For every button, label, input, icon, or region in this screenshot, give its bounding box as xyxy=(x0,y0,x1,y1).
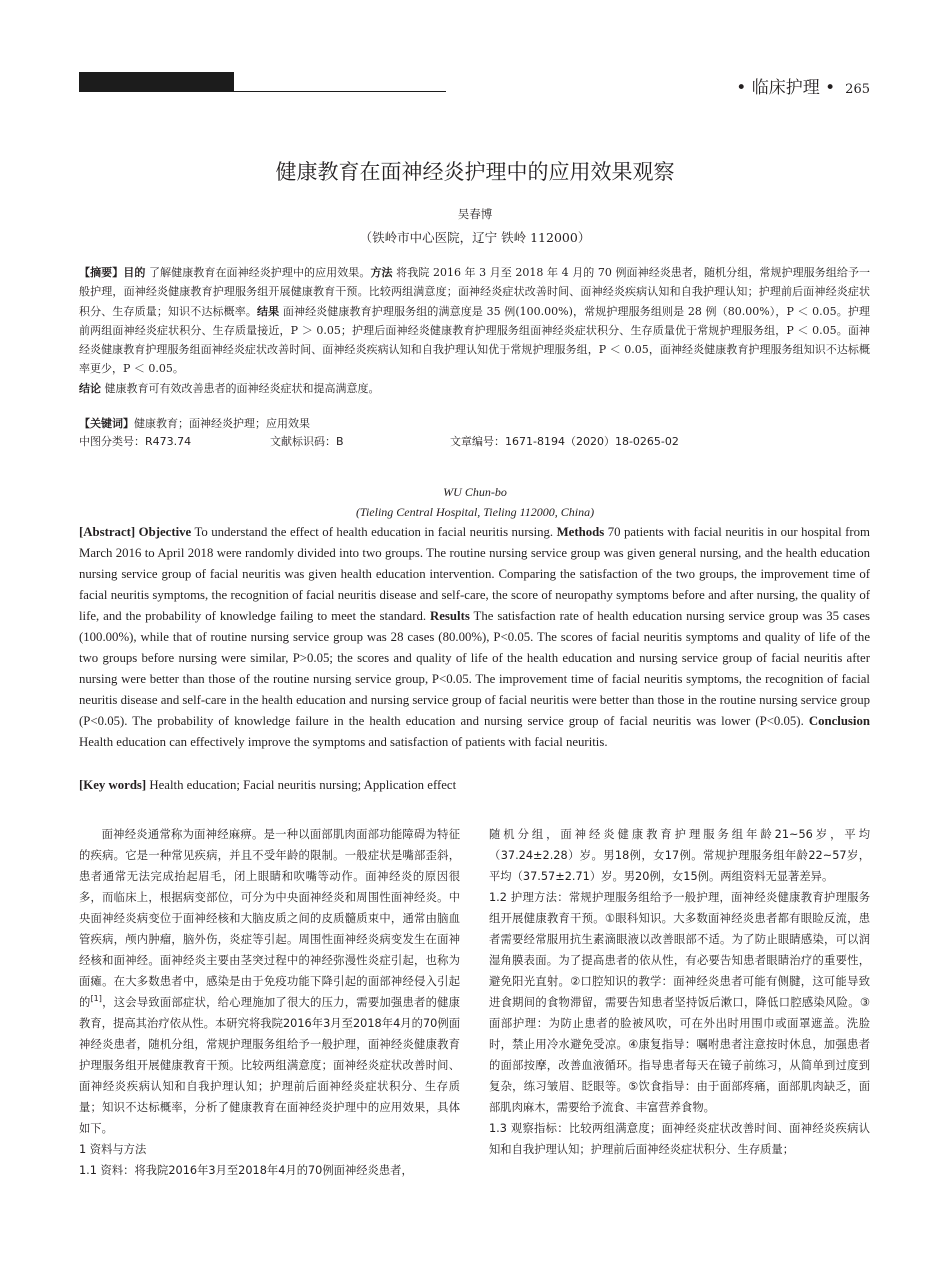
english-keywords xyxy=(79,775,870,795)
page-number: 265 xyxy=(845,82,870,97)
en-keywords-label: [Key words] xyxy=(79,778,147,792)
body-left-column xyxy=(79,824,460,1181)
body-right-column xyxy=(489,824,870,1160)
intro-text-a: 面神经炎通常称为面神经麻痹。是一种以面部肌肉面部功能障碍为特征的疾病。它是一种常见疾病，并且不受年龄的限制。一般症状是嘴部歪斜，患者通常无法完成抬起眉毛，闭上眼睛和吹嘴等动作。面神经炎的原因很多，而临床上，根据病变部位，可分为中央面神经炎和周围性面神经炎。中央面神经炎病变位于面神经核和大脑皮质之间的皮质髓质束中，通常由脑血管疾病，颅内肿瘤，脑外伤，炎症等引起。周围性面神经炎病变发生在面神经核和面神经。面神经炎主要由茎突过程中的神经弥漫性炎症引起，也称为面瘫。在大多数患者中，感染是由于免疫功能下降引起的面部神经侵入引起的 xyxy=(79,828,460,1009)
abstract-label: 【摘要】 xyxy=(79,266,124,279)
chinese-keywords xyxy=(79,414,870,433)
english-abstract xyxy=(79,522,870,753)
en-keywords-text: Health education; Facial neuritis nursing; Application effect xyxy=(146,778,457,792)
conclusion-text: 健康教育可有效改善患者的面神经炎症状和提高满意度。 xyxy=(101,381,380,395)
en-conclusion-text: Health education can effectively improve the symptoms and satisfaction of patients with facial neuritis. xyxy=(79,735,608,749)
methods-label: 方法 xyxy=(370,266,393,279)
english-affiliation: (Tieling Central Hospital, Tieling 112000, China) xyxy=(355,505,595,519)
en-abstract-label: [Abstract] xyxy=(79,525,136,539)
section-label: • 临床护理 • xyxy=(736,78,836,98)
document-code: 文献标识码：B xyxy=(270,435,344,448)
conclusion-label: 结论 xyxy=(79,381,101,395)
reference-marker: [1] xyxy=(90,994,102,1004)
author: 吴春博 xyxy=(457,207,493,221)
intro-text-b: ，这会导致面部症状，给心理施加了很大的压力，需要加强患者的健康教育，提高其治疗依从性。本研究将我院2016年3月至2018年4月的70例面神经炎患者，随机分组，常规护理服务组给予一般护理，面神经炎健康教育护理服务组开展健康教育干预。比较两组满意度；面神经炎症状改善时间、面神经炎疾病认知和自我护理认知；护理前后面神经炎症状积分、生存质量；知识不达标概率，分析了健康教育在面神经炎护理中的应用效果，具体如下。 xyxy=(79,996,460,1135)
section-heading: 1 资料与方法 xyxy=(79,1143,147,1156)
article-title: 健康教育在面神经炎护理中的应用效果观察 xyxy=(275,160,675,184)
objective-text: 了解健康教育在面神经炎护理中的应用效果。 xyxy=(145,266,371,279)
objective-label: 目的 xyxy=(123,266,146,279)
results-text: 面神经炎健康教育护理服务组的满意度是 35 例(100.00%)，常规护理服务组则是 28 例（80.00%），P ＜ 0.05。护理前两组面神经炎症状积分、生存质量接近，P ＞ 0.05；护理后面神经炎健康教育护理服务组面神经炎症状积分、生存质量优于常规护理服务组，P ＜ 0.05。面神经炎健康教育护理服务组面神经炎症状改善时间、面神经炎疾病认知和自我护理认知优于常规护理服务组，P ＜ 0.05，面神经炎健康教育护理服务组知识不达标概率更少，P ＜ 0.05。 xyxy=(79,304,871,376)
header-black-bar xyxy=(79,72,234,92)
materials-paragraph: 1.1 资料：将我院2016年3月至2018年4月的70例面神经炎患者， xyxy=(79,1164,413,1177)
keywords-text: 健康教育；面神经炎护理；应用效果 xyxy=(134,417,310,430)
en-results-text: The satisfaction rate of health education nursing service group was 35 cases (100.00%), while that of routine nursing service group was 28 cases (80.00%), P<0.05. The scores of facial neuritis symptoms and quality of life of the two groups before nursing were similar, P>0.05; the scores and quality of life of the health education and nursing service group of facial neuritis after nursing were better than those of the routine nursing service group, P<0.05. The improvement time of facial neuritis symptoms, the recognition of facial neuritis disease and self-care in the health education and nursing service group of facial neuritis were better than those in the routine nursing service group (P<0.05). The probability of knowledge failure in the health education and nursing service group of facial neuritis was lower (P<0.05). xyxy=(79,609,871,728)
affiliation: （铁岭市中心医院，辽宁 铁岭 112000） xyxy=(359,230,591,245)
observation-paragraph: 1.3 观察指标：比较两组满意度；面神经炎症状改善时间、面神经炎疾病认知和自我护理认知；护理前后面神经炎症状积分、生存质量； xyxy=(489,1122,870,1156)
keywords-label: 【关键词】 xyxy=(79,417,134,430)
methods-text: 将我院 2016 年 3 月至 2018 年 4 月的 70 例面神经炎患者，随机分组，常规护理服务组给予一般护理，面神经炎健康教育护理服务组开展健康教育干预。比较两组满意度；面神经炎症状改善时间、面神经炎疾病认知和自我护理认知；护理前后面神经炎症状积分、生存质量；知识不达标概率。 xyxy=(79,266,871,318)
en-results-label: Results xyxy=(430,609,470,623)
en-methods-label: Methods xyxy=(556,525,605,539)
chinese-abstract xyxy=(79,263,870,398)
clc-number: 中图分类号：R473.74 xyxy=(79,435,192,448)
en-objective-text: To understand the effect of health education in facial neuritis nursing. xyxy=(191,525,557,539)
en-objective-label: Objective xyxy=(138,525,192,539)
materials-continued: 随机分组，面神经炎健康教育护理服务组年龄21~56岁，平均（37.24±2.28）岁。男18例，女17例。常规护理服务组年龄22~57岁，平均（37.57±2.71）岁。男20例，女15例。两组资料无显著差异。 xyxy=(489,828,870,883)
article-number: 文章编号：1671-8194（2020）18-0265-02 xyxy=(450,435,679,448)
nursing-methods-paragraph: 1.2 护理方法：常规护理服务组给予一般护理，面神经炎健康教育护理服务组开展健康教育干预。①眼科知识。大多数面神经炎患者都有眼睑反流，患者需要经常服用抗生素滴眼液以改善眼部不适。为了防止眼睛感染，可以润湿角膜表面。为了提高患者的依从性，有必要告知患者眼睛治疗的重要性，避免阳光直射。②口腔知识的教学：面神经炎患者可能有侧腱，这可能导致进食期间的食物滞留，需要告知患者坚持饭后漱口，降低口腔感染风险。③面部护理：为防止患者的脸被风吹，可在外出时用围巾或面罩遮盖。洗脸时，禁止用冷水避免受凉。④康复指导：嘱咐患者注意按时休息，加强患者的面部按摩，改善血液循环。指导患者每天在镜子前练习，从简单到过度到复杂，练习皱眉、眨眼等。⑤饮食指导：由于面部疼痛，面部肌肉缺乏，面部肌肉麻木，需要给予流食、丰富营养食物。 xyxy=(489,891,870,1114)
en-methods-text: 70 patients with facial neuritis in our hospital from March 2016 to April 2018 were randomly divided into two groups. The routine nursing service group was given general nursing, and the health education nursing service group of facial neuritis was given health education intervention. Comparing the satisfaction of the two groups, the improvement time of facial neuritis symptoms, the recognition of facial neuritis disease and self-care, the score of neuropathy symptoms before and after nursing, the quality of life, and the probability of knowledge failing to meet the standard. xyxy=(79,525,870,623)
header-rule xyxy=(234,91,446,92)
intro-paragraph xyxy=(79,824,460,1139)
english-author: WU Chun-bo xyxy=(443,485,507,499)
running-header xyxy=(736,73,870,98)
en-conclusion-label: Conclusion xyxy=(808,714,870,728)
results-label: 结果 xyxy=(256,304,280,318)
